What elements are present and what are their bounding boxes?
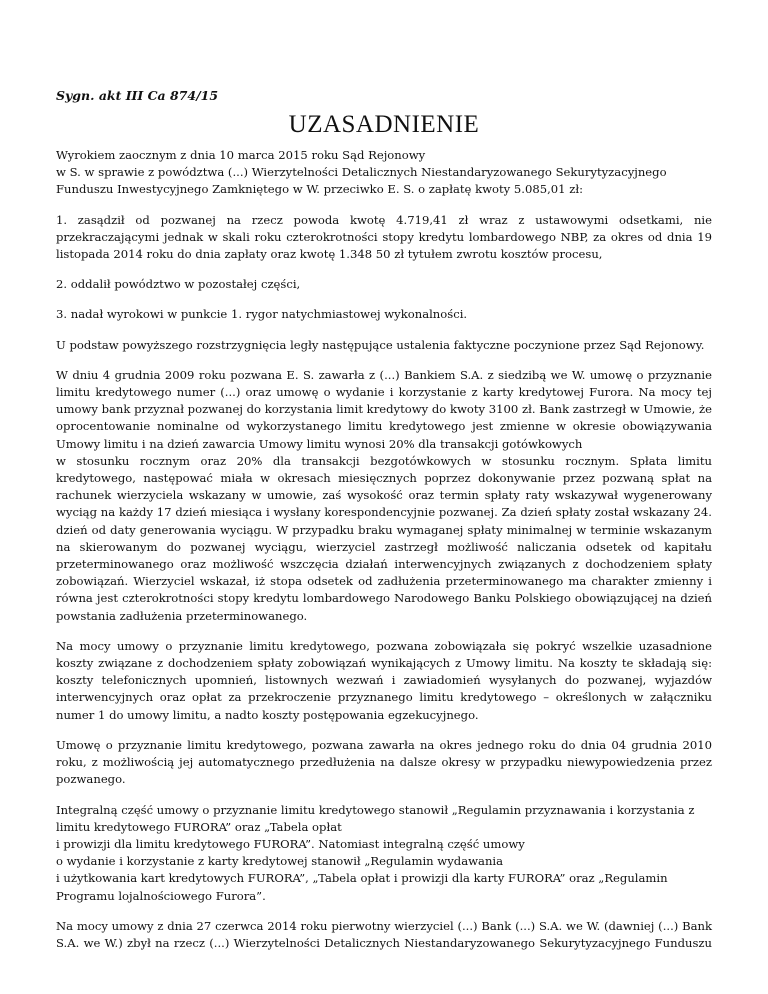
facts-paragraph-2: Na mocy umowy o przyznanie limitu kredytowego, pozwana zobowiązała się pokryć wszelkie uzasadnione koszty związane z dochodzeniem spłaty zobowiązań wynikających z Umowy limitu. Na koszty te składają się: koszty telefonicznych upomnień, listownych wezwań i zawiadomień wysyłanych do pozwanej, wyjazdów interwencyjnych oraz opłat za przekroczenie przyznanego limitu kredytowego – określonych w załączniku numer 1 do umowy limitu, a nadto koszty postępowania egzekucyjnego.: [56, 638, 712, 722]
facts-paragraph-4-line: i prowizji dla limitu kredytowego FURORA”. Natomiast integralną część umowy: [56, 836, 525, 851]
facts-paragraph-5: Na mocy umowy z dnia 27 czerwca 2014 roku pierwotny wierzyciel (...) Bank (...) S.A. we W. (dawniej (...) Bank S.A. we W.) zbył na rzecz (...) Wierzytelności Detalicznych Niestandaryzowanego Sekurytyzacyjnego Funduszu: [56, 918, 712, 950]
facts-paragraph-4-line: Integralną część umowy o przyznanie limitu kredytowego stanowił „Regulamin przyznawania i korzystania z limitu kredytowego FURORA” oraz „Tabela opłat: [56, 802, 695, 834]
facts-paragraph-3: Umowę o przyznanie limitu kredytowego, pozwana zawarła na okres jednego roku do dnia 04 grudnia 2010 roku, z możliwością jej automatycznego przedłużenia na dalsze okresy w przypadku niewypowiedzenia przez pozwanego.: [56, 737, 712, 787]
facts-paragraph-4-line: i użytkowania kart kredytowych FURORA”, „Tabela opłat i prowizji dla karty FURORA” oraz „Regulamin Programu lojalnościowego Furora”.: [56, 871, 668, 903]
facts-paragraph-1: [56, 367, 712, 625]
verdict-point-3: 3. nadał wyrokowi w punkcie 1. rygor natychmiastowej wykonalności.: [56, 307, 468, 322]
verdict-point-2: 2. oddalił powództwo w pozostałej części,: [56, 277, 301, 292]
basis-paragraph: U podstaw powyższego rozstrzygnięcia legły następujące ustalenia faktyczne poczynione przez Sąd Rejonowy.: [56, 337, 705, 352]
facts-paragraph-1-part-a: W dniu 4 grudnia 2009 roku pozwana E. S. zawarła z (...) Bankiem S.A. z siedzibą we W. umowę o przyznanie limitu kredytowego numer (...) oraz umowę o wydanie i korzystanie z karty kredytowej Furora. Na mocy tej umowy bank przyznał pozwanej do korzystania limit kredytowy do kwoty 3100 zł. Bank zastrzegł w Umowie, że oprocentowanie nominalne od wykorzystanego limitu kredytowego jest zmienne w okresie obowiązywania Umowy limitu i na dzień zawarcia Umowy limitu wynosi 20% dla transakcji gotówkowych: [56, 367, 713, 451]
facts-paragraph-4-line: o wydanie i korzystanie z karty kredytowej stanowił „Regulamin wydawania: [56, 854, 504, 869]
case-signature: Sygn. akt III Ca 874/15: [56, 88, 219, 103]
verdict-point-1: 1. zasądził od pozwanej na rzecz powoda kwotę 4.719,41 zł wraz z ustawowymi odsetkami, nie przekraczającymi jednak w skali roku czterokrotności stopy kredytu lombardowego NBP, za okres od dnia 19 listopada 2014 roku do dnia zapłaty oraz kwotę 1.348 50 zł tytułem zwrotu kosztów procesu,: [56, 212, 712, 262]
intro-paragraph: [56, 147, 712, 199]
facts-paragraph-4: [56, 802, 712, 905]
facts-paragraph-1-part-b: w stosunku rocznym oraz 20% dla transakcji bezgotówkowych w stosunku rocznym. Spłata limitu kredytowego, następować miała w okresach miesięcznych poprzez dokonywanie przez pozwaną spłat na rachunek wierzyciela wskazany w umowie, zaś wysokość oraz termin spłaty raty wskazywał wygenerowany wyciąg na każdy 17 dzień miesiąca i wysłany korespondencyjnie pozwanej. Za dzień spłaty został wskazany 24. dzień od daty generowania wyciągu. W przypadku braku wymaganej spłaty minimalnej w terminie wskazanym na skierowanym do pozwanej wyciągu, wierzyciel zastrzegł możliwość naliczania odsetek od kapitału przeterminowanego oraz możliwość wszczęcia działań interwencyjnych związanych z dochodzeniem spłaty zobowiązań. Wierzyciel wskazał, iż stopa odsetek od zadłużenia przeterminowanego ma charakter zmienny i równa jest czterokrotności stopy kredytu lombardowego Narodowego Banku Polskiego obowiązującej na dzień powstania zadłużenia przeterminowanego.: [56, 453, 712, 623]
intro-line: Wyrokiem zaocznym z dnia 10 marca 2015 roku Sąd Rejonowy: [56, 148, 426, 162]
document-title: UZASADNIENIE: [288, 111, 480, 138]
intro-line: w S. w sprawie z powództwa (...) Wierzytelności Detalicznych Niestandaryzowanego Sekurytyzacyjnego Funduszu Inwestycyjnego Zamkniętego w W. przeciwko E. S. o zapłatę kwoty 5.085,01 zł:: [56, 165, 667, 197]
